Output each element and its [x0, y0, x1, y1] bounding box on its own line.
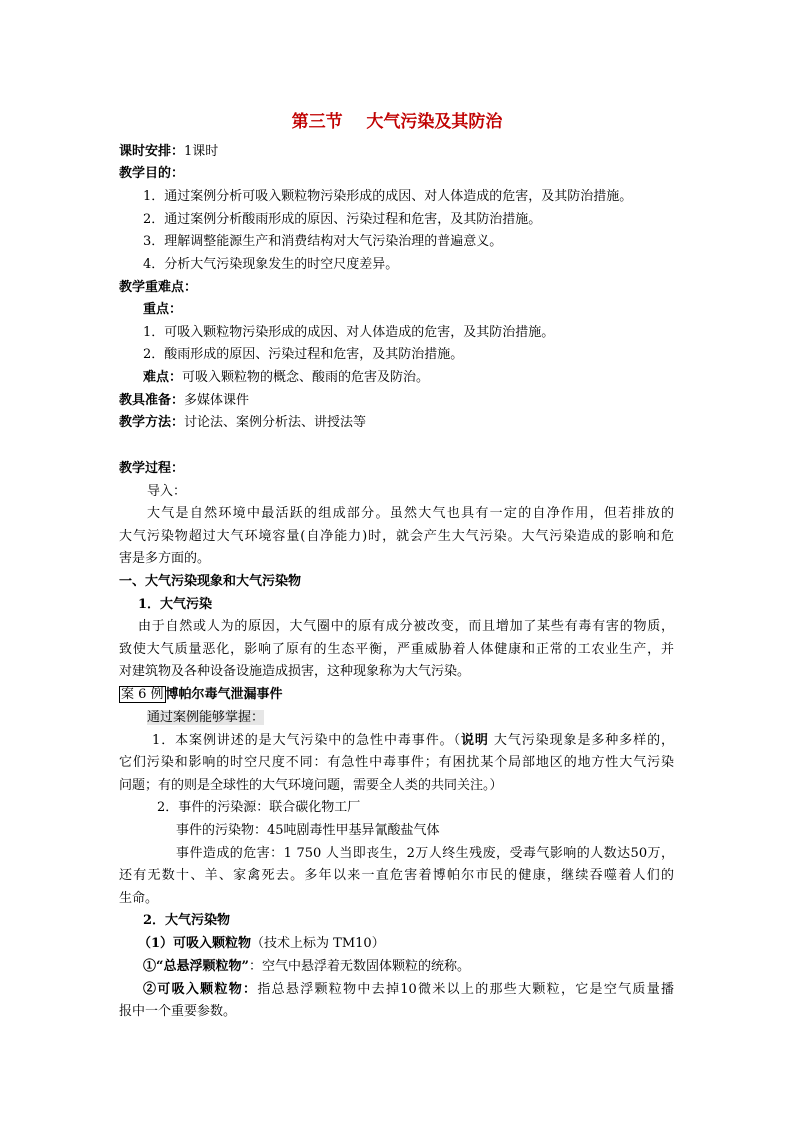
case-harm-line: 生命。	[119, 891, 159, 906]
case-intro	[147, 707, 707, 729]
focus-item: 1．可吸入颗粒物污染形成的成因、对人体造成的危害，及其防治措施。	[143, 325, 555, 340]
difficulty-value: 可吸入颗粒物的概念、酸雨的危害及防治。	[182, 370, 430, 385]
case-harm-line: 还有无数十、羊、家禽死去。多年以来一直危害着博帕尔市民的健康，继续吞噬着人们的	[119, 868, 674, 883]
subsection-heading: 2．大气污染物	[143, 913, 231, 928]
goal-item: 1．通过案例分析可吸入颗粒物污染形成的成因、对人体造成的危害，及其防治措施。	[143, 189, 633, 204]
focus-item: 2．酸雨形成的原因、污染过程和危害，及其防治措施。	[143, 347, 464, 362]
goal-item: 2．通过案例分析酸雨形成的原因、污染过程和危害，及其防治措施。	[143, 212, 542, 227]
difficulty-label: 难点：	[143, 370, 183, 385]
intro-label: 导入：	[147, 484, 187, 499]
pm10-text: 指总悬浮颗粒物中去掉10微米以上的那些大颗粒，它是空气质量播	[257, 982, 674, 997]
methods-value: 讨论法、案例分析法、讲授法等	[184, 415, 367, 430]
goal-item: 4．分析大气污染现象发生的时空尺度差异。	[143, 257, 399, 272]
tsp-text: ：空气中悬浮着无数固体颗粒的统称。	[248, 959, 470, 974]
definition-line: 由于自然或人为的原因，大气圈中的原有成分被改变，而且增加了某些有毒有害的物质，	[138, 619, 674, 634]
case-point-line: 它们污染和影响的时空尺度不同：有急性中毒事件；有困扰某个局部地区的地方性大气污染	[119, 755, 674, 770]
case-point-line: 问题；有的则是全球性的大气环境问题，需要全人类的共同关注。）	[119, 778, 503, 793]
tools-value: 多媒体课件	[184, 393, 250, 408]
tsp-label: ①“总悬浮颗粒物”	[143, 959, 249, 974]
note-label: 说明	[461, 733, 489, 748]
case-number-label: 案 6 例	[121, 687, 164, 702]
subsection-heading: 1．大气污染	[138, 597, 213, 612]
tools-line	[119, 390, 679, 412]
pm-heading: （1）可吸入颗粒物	[138, 936, 252, 951]
tsp-line	[143, 956, 703, 978]
tools-label: 教具准备：	[119, 393, 185, 408]
case-harm-line: 事件造成的危害：1 750 人当即丧生，2万人终生残废，受毒气影响的人数达50万，	[176, 846, 674, 861]
schedule-label: 课时安排：	[119, 144, 185, 159]
schedule-value: 1课时	[184, 144, 219, 159]
pm-heading-line	[138, 933, 698, 955]
case-source-line: 2．事件的污染源：联合碳化物工厂	[157, 800, 361, 815]
goal-item: 3．理解调整能源生产和消费结构对大气污染治理的普遍意义。	[143, 234, 503, 249]
keypoints-heading: 教学重难点：	[119, 280, 198, 295]
intro-text-line: 害是多方面的。	[119, 551, 211, 566]
case-heading	[119, 684, 679, 706]
goals-heading: 教学目的：	[119, 166, 185, 181]
process-heading: 教学过程：	[119, 461, 185, 476]
case-point-line: 1．本案例讲述的是大气污染中的急性中毒事件。（说明 大气污染现象是多种多样的，	[152, 733, 674, 748]
section-heading: 一、大气污染现象和大气污染物	[119, 574, 302, 589]
case-pollutant-line: 事件的污染物：45吨剧毒性甲基异氰酸盐气体	[176, 823, 440, 838]
pm10-label: ②可吸入颗粒物：	[143, 982, 258, 997]
definition-line: 致使大气质量恶化，影响了原有的生态平衡，严重威胁着人体健康和正常的工农业生产，并	[119, 642, 674, 657]
methods-label: 教学方法：	[119, 415, 185, 430]
case-title: 博帕尔毒气泄漏事件	[165, 687, 283, 702]
page-title: 第三节 大气污染及其防治	[291, 112, 503, 132]
case-intro-text: 通过案例能够掌握：	[147, 710, 265, 725]
definition-line: 对建筑物及各种设备设施造成损害，这种现象称为大气污染。	[119, 664, 471, 679]
pm10-line	[143, 979, 674, 1001]
schedule-line	[119, 141, 679, 163]
pm10-line: 报中一个重要参数。	[119, 1004, 237, 1019]
difficulty-line	[143, 367, 703, 389]
intro-text-line: 大气污染物超过大气环境容量(自净能力)时，就会产生大气污染。大气污染造成的影响和危	[119, 529, 674, 544]
pm-note: （技术上标为 TM10）	[251, 936, 385, 951]
focus-label: 重点：	[143, 302, 183, 317]
intro-text-line: 大气是自然环境中最活跃的组成部分。虽然大气也具有一定的自净作用，但若排放的	[147, 506, 674, 521]
methods-line	[119, 412, 679, 434]
